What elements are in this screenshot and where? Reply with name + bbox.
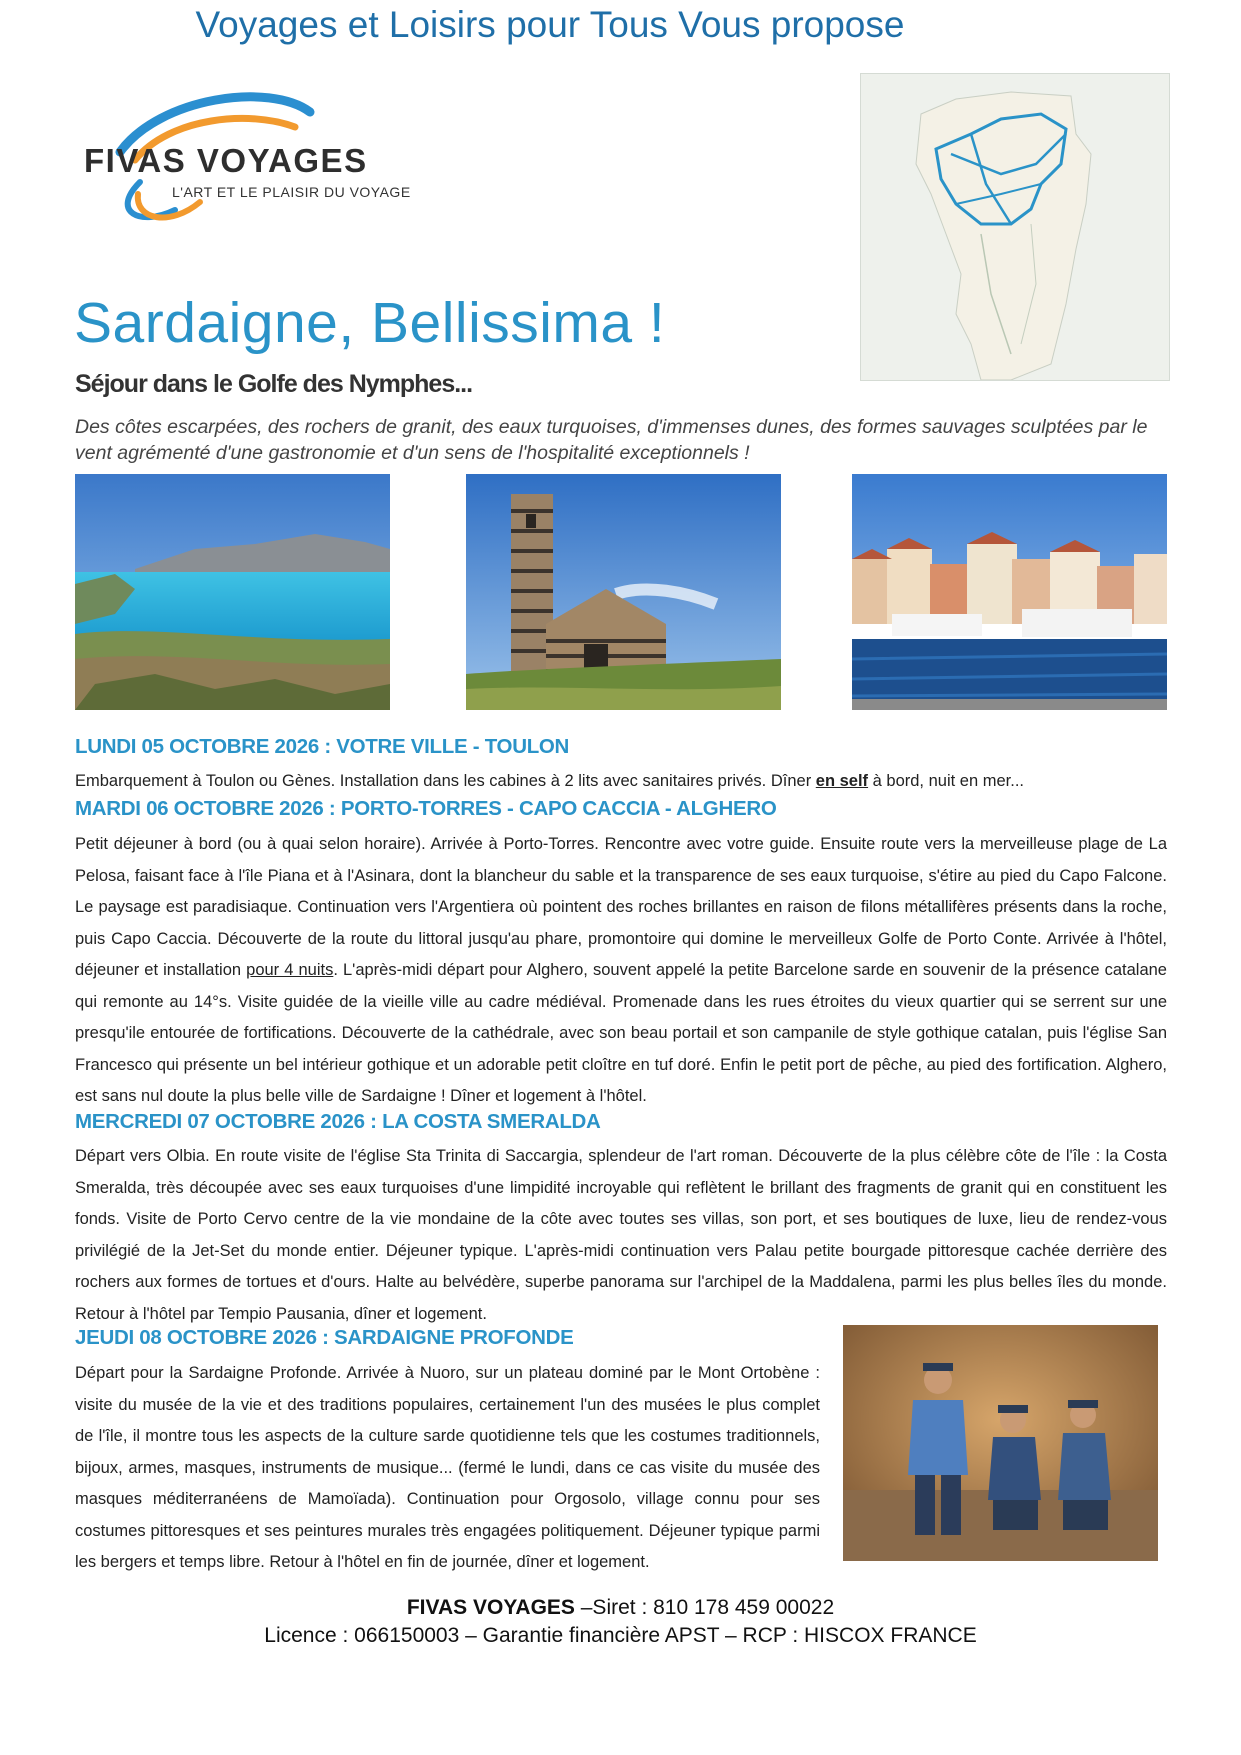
footer — [0, 1594, 1241, 1650]
day-4-title: JEUDI 08 OCTOBRE 2026 : SARDAIGNE PROFONDE — [75, 1326, 574, 1349]
footer-company: FIVAS VOYAGES — [406, 1596, 575, 1619]
footer-licence: Licence : 066150003 – Garantie financière APST – RCP : HISCOX FRANCE — [264, 1624, 977, 1647]
sardinia-itinerary-map — [860, 73, 1170, 381]
harbor-photo — [852, 474, 1167, 710]
page-title: Sardaigne, Bellissima ! — [74, 291, 666, 355]
day-2-text: Petit déjeuner à bord (ou à quai selon horaire). Arrivée à Porto-Torres. Rencontre avec votre guide. Ensuite route vers la merveilleuse plage de La Pelosa, faisant face à l'île Piana et à l'Asinara, dont la blancheur du sable et la transparence de ses eaux turquoise, s'étire au pied du Capo Falcone. Le paysage est paradisiaque. Continuation vers l'Argentiera où pointent des roches brillantes en raison de filons métallifères présents dans la roche, puis Capo Caccia. Découverte de la route du littoral jusqu'au phare, promontoire qui domine le merveilleux Golfe de Porto Conte. Arrivée à l'hôtel, déjeuner et installation pour 4 nuits. L'après-midi départ pour Alghero, souvent appelé la petite Barcelone sarde en souvenir de la présence catalane qui remonte au 14°s. Visite guidée de la vieille ville au cadre médiéval. Promenade dans les rues étroites du vieux quartier qui se serrent sur une presqu'ile entourée de fortifications. Découverte de la cathédrale, avec son beau portail et son campanile de style gothique catalan, puis l'église San Francesco qui présente un bel intérieur gothique et un adorable petit cloître en tuf doré. Enfin le petit port de pêche, au pied des fortification. Alghero, est sans nul doute la plus belle ville de Sardaigne ! Dîner et logement à l'hôtel. — [75, 835, 1167, 1105]
beach-photo — [75, 474, 390, 710]
day-2-title: MARDI 06 OCTOBRE 2026 : PORTO-TORRES - CAPO CACCIA - ALGHERO — [75, 797, 777, 820]
svg-text:FIVAS VOYAGES: FIVAS VOYAGES — [84, 142, 368, 179]
sardinian-men-painting — [843, 1325, 1158, 1561]
church-photo — [466, 474, 781, 710]
top-banner-title: Voyages et Loisirs pour Tous Vous propose — [195, 4, 905, 45]
svg-text:L'ART ET LE PLAISIR DU VOYAGE: L'ART ET LE PLAISIR DU VOYAGE — [172, 184, 411, 200]
intro-tagline: Des côtes escarpées, des rochers de granit, des eaux turquoises, d'immenses dunes, des formes sauvages sculptées par le vent agrémenté d'une gastronomie et d'un sens de l'hospitalité exceptionnels ! — [75, 416, 1148, 464]
day-1-text: Embarquement à Toulon ou Gènes. Installation dans les cabines à 2 lits avec sanitaires privés. Dîner en self à bord, nuit en mer... — [75, 772, 1024, 790]
day-2-emphasis: pour 4 nuits — [246, 961, 334, 979]
footer-siret: –Siret : 810 178 459 00022 — [574, 1596, 835, 1619]
day-3-text: Départ vers Olbia. En route visite de l'église Sta Trinita di Saccargia, splendeur de l'art roman. Découverte de la plus célèbre côte de l'île : la Costa Smeralda, très découpée avec ses eaux turquoises d'une limpidité incroyable qui reflètent le brillant des fragments de granit qui en constituent les fonds. Visite de Porto Cervo centre de la vie mondaine de la côte avec toutes ses villas, son port, et ses boutiques de luxe, lieu de rendez-vous privilégié de la Jet-Set du monde entier. Déjeuner typique. L'après-midi continuation vers Palau petite bourgade pittoresque cachée derrière des rochers aux formes de tortues et d'ours. Halte au belvédère, superbe panorama sur l'archipel de la Maddalena, parmi les plus belles îles du monde. Retour à l'hôtel par Tempio Pausania, dîner et logement. — [75, 1147, 1167, 1323]
day-1-title: LUNDI 05 OCTOBRE 2026 : VOTRE VILLE - TOULON — [75, 735, 570, 758]
page-subtitle: Séjour dans le Golfe des Nymphes... — [75, 370, 473, 398]
day-1-emphasis: en self — [815, 772, 869, 790]
footer-company-line — [0, 1594, 1241, 1622]
fivas-voyages-logo — [80, 82, 460, 242]
day-4-text: Départ pour la Sardaigne Profonde. Arrivée à Nuoro, sur un plateau dominé par le Mont Ortobène : visite du musée de la vie et des traditions populaires, certainement l'un des musées le plus complet de l'île, il montre tous les aspects de la culture sarde quotidienne tels que les costumes traditionnels, bijoux, armes, masques, instruments de musique... (fermé le lundi, dans ce cas visite du musée des masques méditerranéens de Mamoïada). Continuation pour Orgosolo, village connu pour ses costumes pittoresques et ses peintures murales très engagées politiquement. Déjeuner typique parmi les bergers et temps libre. Retour à l'hôtel en fin de journée, dîner et logement. — [75, 1364, 820, 1571]
day-3-title: MERCREDI 07 OCTOBRE 2026 : LA COSTA SMERALDA — [75, 1110, 601, 1133]
